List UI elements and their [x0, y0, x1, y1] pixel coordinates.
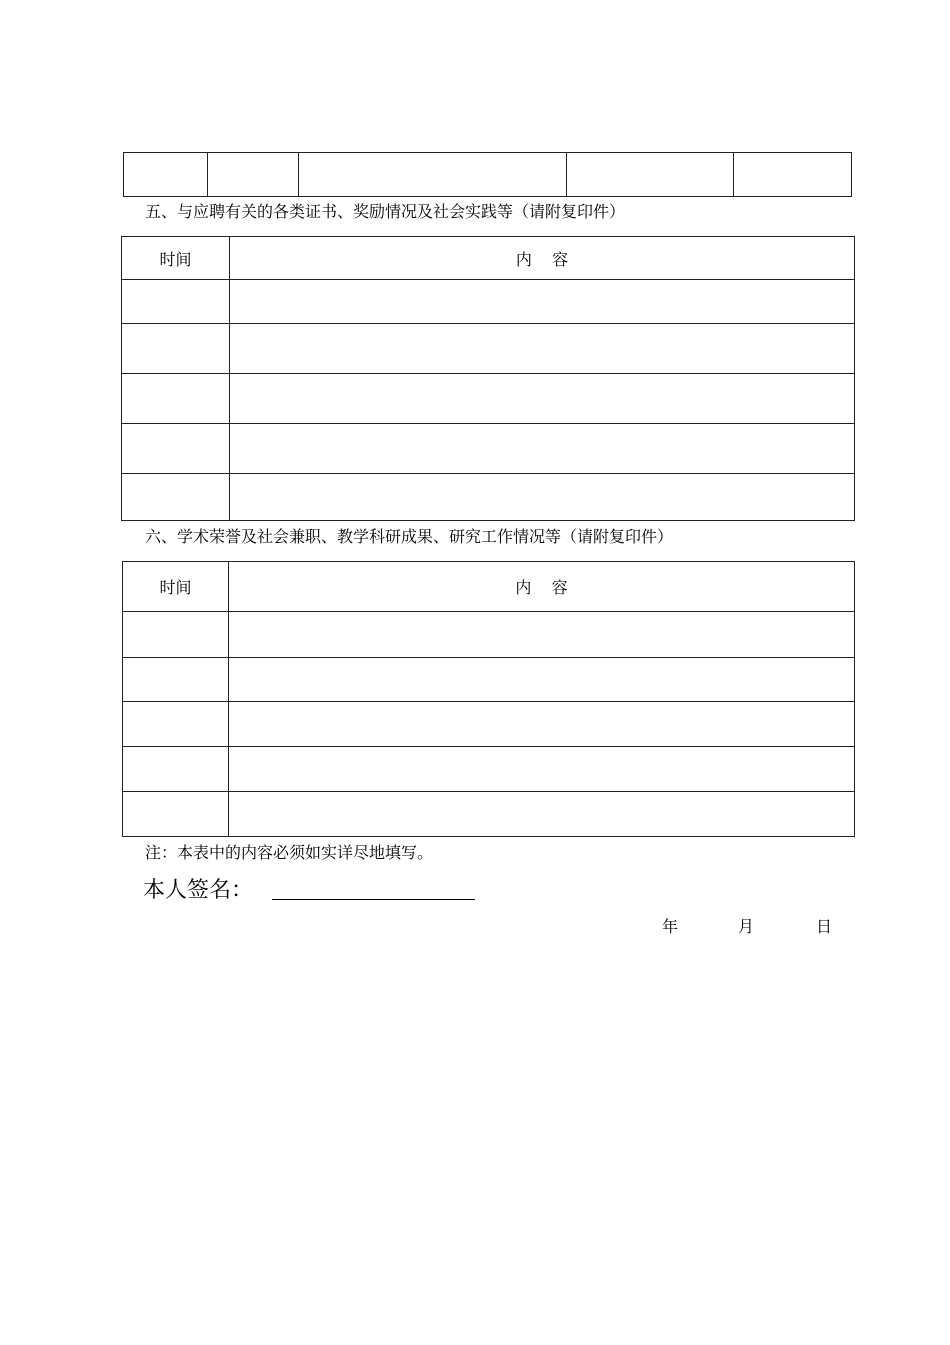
signature-label: 本人签名：	[143, 878, 254, 903]
table-cell[interactable]	[567, 153, 734, 197]
content-cell[interactable]	[230, 474, 855, 521]
content-cell[interactable]	[230, 424, 855, 474]
table-row	[123, 612, 855, 658]
table-row	[123, 702, 855, 747]
signature-line[interactable]	[272, 899, 475, 900]
date-year-label: 年	[662, 917, 679, 936]
content-cell[interactable]	[229, 792, 855, 837]
table-header-row	[122, 237, 855, 280]
table-row	[123, 658, 855, 702]
table-row	[122, 474, 855, 521]
table-cell[interactable]	[124, 153, 208, 197]
section-5-heading: 五、与应聘有关的各类证书、奖励情况及社会实践等（请附复印件）	[145, 202, 626, 221]
table-row	[122, 280, 855, 324]
section-6-heading: 六、学术荣誉及社会兼职、教学科研成果、研究工作情况等（请附复印件）	[145, 527, 674, 546]
table-row	[123, 792, 855, 837]
content-cell[interactable]	[229, 702, 855, 747]
table-header-row	[123, 562, 855, 612]
time-cell[interactable]	[123, 612, 229, 658]
content-cell[interactable]	[229, 612, 855, 658]
content-cell[interactable]	[229, 658, 855, 702]
content-cell[interactable]	[230, 280, 855, 324]
academic-research-table	[122, 561, 855, 837]
content-cell[interactable]	[230, 374, 855, 424]
content-cell[interactable]	[230, 324, 855, 374]
time-cell[interactable]	[123, 747, 229, 792]
table-row	[123, 747, 855, 792]
column-header-content: 内 容	[230, 237, 855, 280]
time-cell[interactable]	[123, 702, 229, 747]
table-cell[interactable]	[299, 153, 567, 197]
column-header-time: 时间	[123, 562, 229, 612]
content-cell[interactable]	[229, 747, 855, 792]
form-note: 注：本表中的内容必须如实详尽地填写。	[145, 843, 434, 862]
table-row	[122, 374, 855, 424]
certificates-awards-table	[121, 236, 855, 521]
date-day-label: 日	[816, 917, 833, 936]
date-month-label: 月	[738, 917, 755, 936]
time-cell[interactable]	[122, 280, 230, 324]
table-cell[interactable]	[734, 153, 852, 197]
table-row	[122, 324, 855, 374]
time-cell[interactable]	[122, 424, 230, 474]
time-cell[interactable]	[122, 324, 230, 374]
table-cell[interactable]	[208, 153, 299, 197]
time-cell[interactable]	[123, 658, 229, 702]
time-cell[interactable]	[123, 792, 229, 837]
previous-section-table	[123, 152, 852, 197]
column-header-time: 时间	[122, 237, 230, 280]
time-cell[interactable]	[122, 474, 230, 521]
column-header-content: 内 容	[229, 562, 855, 612]
table-row	[124, 153, 852, 197]
time-cell[interactable]	[122, 374, 230, 424]
table-row	[122, 424, 855, 474]
